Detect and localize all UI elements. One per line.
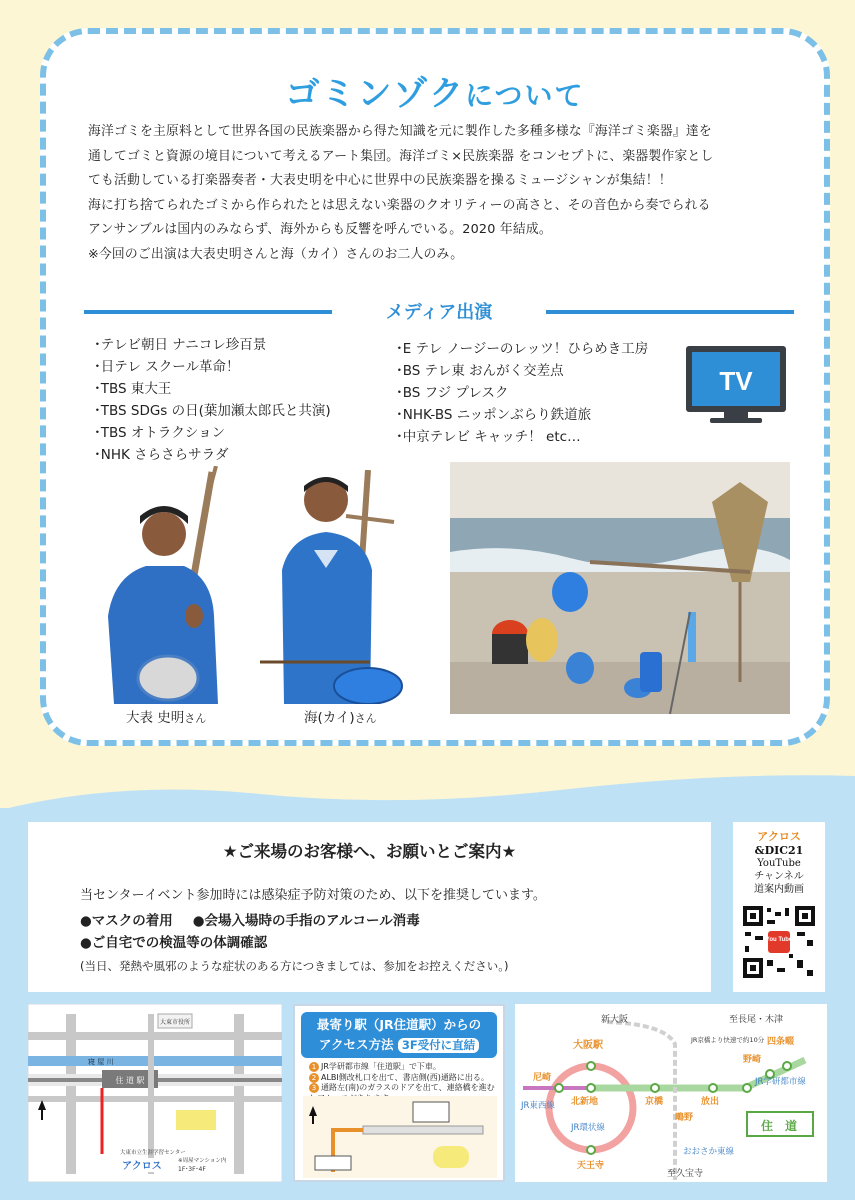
station-label: 大阪駅 [573,1040,603,1051]
media-item: ･テレビ朝日 ナニコレ珍百景 [94,337,267,353]
route-map [515,1004,827,1182]
access-guide [293,1004,505,1182]
youtube-icon: You Tube [765,937,793,943]
line-label: おおさか東線 [683,1147,735,1157]
media-item: ･日テレ スクール革命！ [94,359,240,375]
access-step: 3 通路左(南)のガラスのドアを出て、連絡橋を進む [309,1083,495,1104]
performer-suffix: さん [184,712,207,725]
route-note: JR京橋より快速で約10分 [691,1036,765,1044]
media-list-right [396,338,648,448]
notice-item: ●会場入場時の手指のアルコール消毒 [192,913,420,929]
area-map [28,1004,282,1182]
station-label: 尼崎 [533,1073,552,1083]
line-label: JR東西線 [521,1101,555,1111]
station-floor-map [303,1096,497,1178]
access-step: 2 ALBI側改札口を出て、書店側(西)通路に出る。 [309,1073,495,1084]
media-list-left [94,334,331,466]
media-item: ･TBS オトラクション [94,425,226,441]
yt-line: YouTube [757,858,801,869]
station-label: 新大阪 [601,1015,629,1025]
visitor-notice [28,822,711,992]
station-label: 天王寺 [577,1161,605,1171]
notice-heading: ★ご来場のお客様へ、お願いとご案内★ [222,842,517,861]
youtube-box [733,822,825,992]
station-label: 北新地 [571,1097,599,1107]
performer-name: 大表 史明 [126,710,185,726]
media-heading [84,298,794,324]
notice-lead: 当センターイベント参加時には感染症予防対策のため、以下を推奨しています。 [80,888,546,903]
station-label: 鴫野 [675,1113,694,1123]
line-label: JR環状線 [571,1123,605,1133]
access-heading [301,1012,497,1058]
intro-text [88,120,793,267]
map-city-hall: 大東市役所 [160,1019,191,1026]
qr-code[interactable] [741,904,817,980]
performer-photo-kai [260,470,406,704]
media-item: ･BS フジ プレスク [396,385,509,401]
notice-items [80,910,420,954]
line-label: JR学研都市線 [755,1077,806,1087]
media-item: ･NHK さらさらサラダ [94,447,229,463]
intro-line: アンサンブルは国内のみならず、海外からも反響を呼んでいる。2020 年結成。 [88,222,552,237]
station-label: 京橋 [645,1097,664,1107]
beach-instruments-photo [450,462,790,714]
map-mansion: ※周屋マンション内 [178,1158,227,1164]
intro-line: 通してゴミと資源の境目について考えるアート集団。海洋ゴミ×民族楽器 をコンセプトに、楽器製作家とし [88,148,714,164]
access-heading-line: 最寄り駅（JR住道駅）からの [316,1017,482,1032]
media-item: ･TBS 東大王 [94,381,172,397]
performer-caption [126,706,206,726]
about-card [40,28,830,746]
yt-line: &DIC21 [754,844,804,857]
notice-item: ●マスクの着用 [80,913,173,929]
access-badge: 3F受付に直結 [398,1038,479,1053]
performer-caption [304,706,377,726]
media-heading-label: メディア出演 [385,302,493,323]
station-label: 四条畷 [767,1037,795,1047]
access-step: 1 JR学研都市線「住道駅」で下車。 [309,1062,495,1073]
tv-icon [684,344,788,430]
performer-photo-omote [94,466,232,704]
intro-line: ても活動している打楽器奏者・大表史明を中心に世界中の民族楽器を操るミュージシャンが集結！！ [88,173,672,188]
intro-line: 海洋ゴミを主原料として世界各国の民族楽器から得た知識を元に製作した多種多様な『海洋ゴミ楽器』達を [88,124,712,139]
performer-suffix: さん [354,712,377,725]
page-title [46,66,824,115]
performer-name: 海(カイ) [304,710,355,726]
map-center: 大東市立生涯学習センター [120,1150,186,1156]
title-main: ゴミンゾク [285,74,466,114]
media-item: ･BS テレ東 おんがく交差点 [396,363,564,379]
media-item: ･E テレ ノージーのレッツ！ひらめき工房 [396,341,649,357]
map-station: 住 道 駅 [115,1076,145,1085]
station-label: 至長尾・木津 [729,1015,784,1025]
intro-line: ※今回のご出演は大表史明さんと海（カイ）さんのお二人のみ。 [88,246,464,262]
media-item: ･TBS SDGs の日(葉加瀬太郎氏と共演) [94,403,331,419]
intro-line: 海に打ち捨てられたゴミから作られたとは思えない楽器のクオリティーの高さと、その音色から奏でられる [88,197,711,213]
station-label: 住 道 [761,1119,798,1133]
station-label: 野崎 [743,1055,762,1065]
yt-line: 道案内動画 [754,884,804,895]
title-suffix: について [465,79,585,112]
yt-line: チャンネル [754,871,804,882]
media-item: ･中京テレビ キャッチ！ etc… [396,429,581,445]
tv-label: TV [719,366,753,396]
yt-brand: アクロス [757,830,801,843]
access-heading-line: アクセス方法 [318,1037,394,1052]
notice-item: ●ご自宅での検温等の体調確認 [80,935,268,951]
map-logo: アクロス [122,1161,162,1172]
divider [546,310,794,314]
media-item: ･NHK-BS ニッポンぶらり鉄道旅 [396,407,592,423]
station-label: 放出 [701,1097,720,1107]
station-label: 至久宝寺 [667,1169,704,1179]
map-floor: 1F･3F･4F [178,1166,206,1173]
notice-note: (当日、発熱や風邪のような症状のある方につきましては、参加をお控えください。) [80,959,509,973]
map-river: 寝 屋 川 [88,1058,114,1066]
